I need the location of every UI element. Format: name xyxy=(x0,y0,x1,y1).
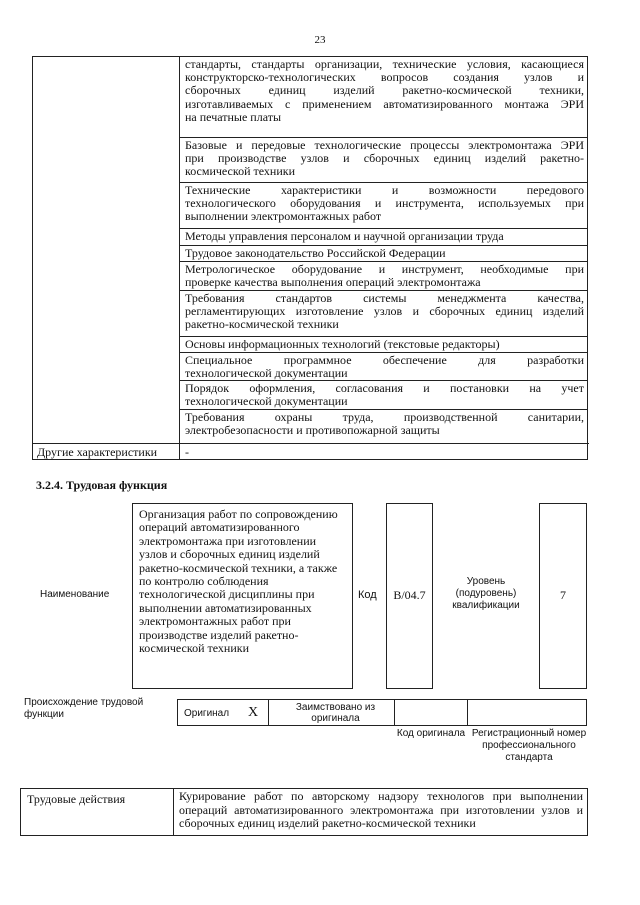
code-original-label: Код оригинала xyxy=(396,728,466,739)
labor-actions-label: Трудовые действия xyxy=(27,792,126,806)
knowledge-line: Требования стандартов системы менеджмента качества, xyxy=(185,291,584,305)
knowledge-row xyxy=(180,291,587,337)
section-heading: 3.2.4. Трудовая функция xyxy=(36,478,168,492)
origin-cell-divider xyxy=(467,700,468,725)
knowledge-row xyxy=(180,183,587,229)
labor-actions-text: Курирование работ по авторскому надзору технологов при выполнении операций автоматизированного электромонтажа при изготовлении узлов и сборочных единиц изделий ракетно-космической техники xyxy=(179,789,583,831)
knowledge-line: стандарты, стандарты организации, технические условия, касающиеся xyxy=(185,57,584,71)
knowledge-table xyxy=(32,56,588,460)
knowledge-line: Основы информационных технологий (текстовые редакторы) xyxy=(185,337,500,351)
code-label: Код xyxy=(358,589,377,601)
borrowed-label: Заимствовано из оригинала xyxy=(295,702,376,724)
knowledge-row xyxy=(180,246,587,262)
qualification-level-value: 7 xyxy=(560,588,566,602)
knowledge-row xyxy=(180,353,587,381)
table-divider xyxy=(173,789,174,835)
origin-cell-divider xyxy=(268,700,269,725)
registration-number-label: Регистрационный номер профессионального стандарта xyxy=(471,728,587,763)
knowledge-line: Трудовое законодательство Российской Федерации xyxy=(185,246,446,260)
other-characteristics-row xyxy=(33,443,589,460)
origin-label: Происхождение трудовой функции xyxy=(24,697,144,720)
qualification-level-box xyxy=(539,503,587,689)
other-characteristics-value: - xyxy=(185,445,189,459)
origin-table xyxy=(177,699,587,726)
labor-actions-table xyxy=(20,788,588,836)
qualification-level-label: Уровень (подуровень) квалификации xyxy=(452,576,520,611)
knowledge-row xyxy=(180,337,587,353)
knowledge-line: проверке качества выполнения операций электромонтажа xyxy=(185,275,481,290)
knowledge-line: космической техники xyxy=(185,164,295,179)
name-label: Наименование xyxy=(40,589,110,600)
code-value: B/04.7 xyxy=(393,588,426,602)
function-name-box: Организация работ по сопровождению операций автоматизированного электромонтажа при изготовлении узлов и сборочных единиц изделий ракетно-космической техники, а также по контролю соблюдения технологической дисциплины при выполнении автоматизированных электромонтажных работ при производстве изделий ракетно-космической техники xyxy=(132,503,353,689)
origin-cell-divider xyxy=(394,700,395,725)
knowledge-row xyxy=(180,229,587,246)
other-characteristics-label: Другие характеристики xyxy=(37,445,158,459)
knowledge-line: Требования охраны труда, производственной санитарии, xyxy=(185,410,584,424)
knowledge-line: Порядок оформления, согласования и постановки на учет xyxy=(185,381,584,395)
knowledge-line: технологической документации xyxy=(185,394,348,409)
knowledge-line: изготавливаемых с применением автоматизированного монтажа ЭРИ xyxy=(185,96,584,111)
knowledge-line: при производстве узлов и сборочных единиц изделий ракетно- xyxy=(185,151,584,166)
knowledge-line: Метрологическое оборудование и инструмент, необходимые при xyxy=(185,262,584,276)
knowledge-line: Базовые и передовые технологические процессы электромонтажа ЭРИ xyxy=(185,138,584,152)
knowledge-line: технологической документации xyxy=(185,366,348,381)
knowledge-line: ракетно-космической техники xyxy=(185,317,339,332)
knowledge-line: конструкторско-технологических вопросов создания узлов и xyxy=(185,70,584,85)
knowledge-line: технологического оборудования и инструмента, используемых при xyxy=(185,196,584,211)
knowledge-line: Технические характеристики и возможности передового xyxy=(185,183,584,197)
knowledge-line: Специальное программное обеспечение для разработки xyxy=(185,353,584,367)
original-mark: X xyxy=(248,705,259,720)
knowledge-line: выполнении электромонтажных работ xyxy=(185,209,382,224)
knowledge-line: регламентирующих изготовление узлов и сборочных единиц изделий xyxy=(185,304,584,319)
knowledge-line: Методы управления персоналом и научной организации труда xyxy=(185,229,504,243)
knowledge-line: электробезопасности и противопожарной защиты xyxy=(185,423,440,438)
page-number: 23 xyxy=(314,34,326,46)
knowledge-line: сборочных единиц изделий ракетно-космической техники, xyxy=(185,83,584,98)
knowledge-row xyxy=(180,57,587,138)
knowledge-line: на печатные платы xyxy=(185,109,282,124)
knowledge-row xyxy=(180,262,587,291)
original-label: Оригинал xyxy=(184,708,230,719)
knowledge-row xyxy=(180,381,587,410)
knowledge-row xyxy=(180,138,587,183)
code-box xyxy=(386,503,433,689)
knowledge-row xyxy=(180,410,587,443)
